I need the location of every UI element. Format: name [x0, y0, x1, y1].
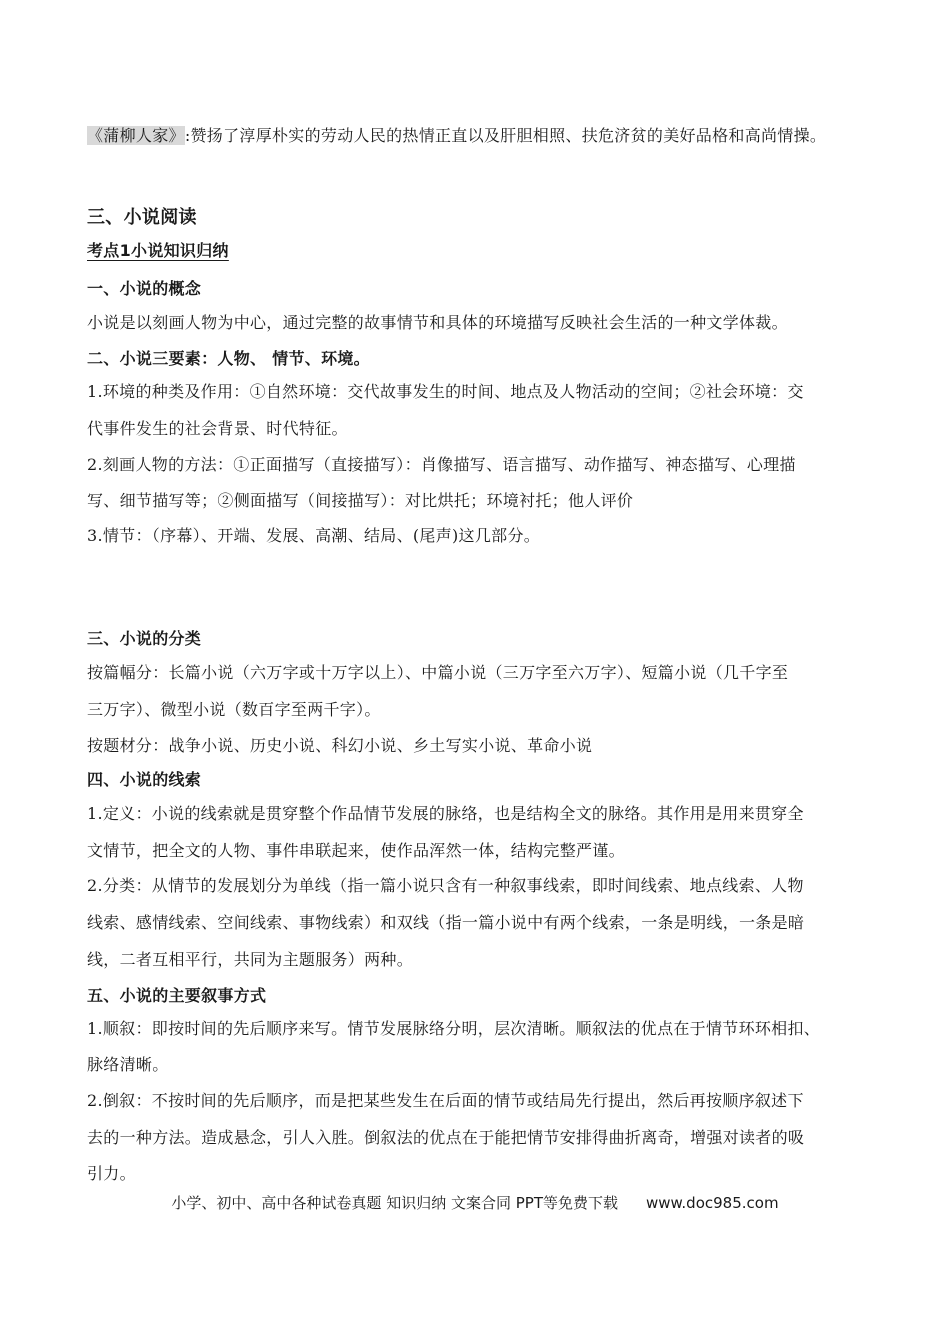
footer-text: 小学、初中、高中各种试卷真题 知识归纳 文案合同 PPT等免费下载 — [171, 1194, 618, 1212]
clues-heading: 四、小说的线索 — [87, 770, 202, 789]
chronological-line-2: 脉络清晰。 — [87, 1055, 169, 1074]
by-length-line-1: 按篇幅分：长篇小说（六万字或十万字以上）、中篇小说（三万字至六万字）、短篇小说（几千字至 — [87, 663, 789, 682]
concept-heading: 一、小说的概念 — [87, 279, 202, 298]
chronological-line-1: 1.顺叙：即按时间的先后顺序来写。情节发展脉络分明，层次清晰。顺叙法的优点在于情节环环相扣、 — [87, 1019, 821, 1038]
clue-definition-line-1: 1.定义：小说的线索就是贯穿整个作品情节发展的脉络，也是结构全文的脉络。其作用是用来贯穿全 — [87, 804, 804, 823]
page-footer — [0, 1192, 950, 1213]
by-length-line-2: 三万字）、微型小说（数百字至两千字）。 — [87, 700, 381, 719]
plot-line: 3.情节：（序幕）、开端、发展、高潮、结局、(尾声)这几部分。 — [87, 526, 541, 545]
flashback-line-3: 引力。 — [87, 1164, 136, 1183]
flashback-line-1: 2.倒叙：不按时间的先后顺序，而是把某些发生在后面的情节或结局先行提出，然后再按顺序叙述下 — [87, 1091, 804, 1110]
clue-types-line-3: 线，二者互相平行，共同为主题服务）两种。 — [87, 950, 414, 969]
classification-heading: 三、小说的分类 — [87, 629, 202, 648]
elements-heading: 二、小说三要素：人物、 情节、环境。 — [87, 349, 370, 368]
character-line-1: 2.刻画人物的方法：①正面描写（直接描写）：肖像描写、语言描写、动作描写、神态描写、心理描 — [87, 455, 796, 474]
footer-url[interactable]: www.doc985.com — [645, 1194, 779, 1212]
environment-line-2: 代事件发生的社会背景、时代特征。 — [87, 419, 348, 438]
clue-types-line-1: 2.分类：从情节的发展划分为单线（指一篇小说只含有一种叙事线索，即时间线索、地点线索、人物 — [87, 876, 804, 895]
concept-paragraph: 小说是以刻画人物为中心，通过完整的故事情节和具体的环境描写反映社会生活的一种文学体裁。 — [87, 313, 788, 332]
character-line-2: 写、细节描写等；②侧面描写（间接描写）：对比烘托；环境衬托；他人评价 — [87, 491, 634, 510]
book-title-highlight: 《蒲柳人家》 — [87, 126, 185, 145]
intro-line — [87, 123, 877, 146]
narration-heading: 五、小说的主要叙事方式 — [87, 986, 267, 1005]
flashback-line-2: 去的一种方法。造成悬念，引人入胜。倒叙法的优点在于能把情节安排得曲折离奇，增强对读者的吸 — [87, 1128, 805, 1147]
clue-types-line-2: 线索、感情线索、空间线索、事物线索）和双线（指一篇小说中有两个线索，一条是明线，一条是暗 — [87, 913, 805, 932]
section-title: 三、小说阅读 — [87, 207, 197, 228]
environment-line-1: 1.环境的种类及作用：①自然环境：交代故事发生的时间、地点及人物活动的空间；②社会环境：交 — [87, 382, 804, 401]
clue-definition-line-2: 文情节，把全文的人物、事件串联起来，使作品浑然一体，结构完整严谨。 — [87, 841, 625, 860]
by-theme-line: 按题材分：战争小说、历史小说、科幻小说、乡土写实小说、革命小说 — [87, 736, 593, 755]
intro-text: :赞扬了淳厚朴实的劳动人民的热情正直以及肝胆相照、扶危济贫的美好品格和高尚情操。 — [184, 126, 827, 145]
kaodian-title: 考点1小说知识归纳 — [87, 241, 229, 260]
